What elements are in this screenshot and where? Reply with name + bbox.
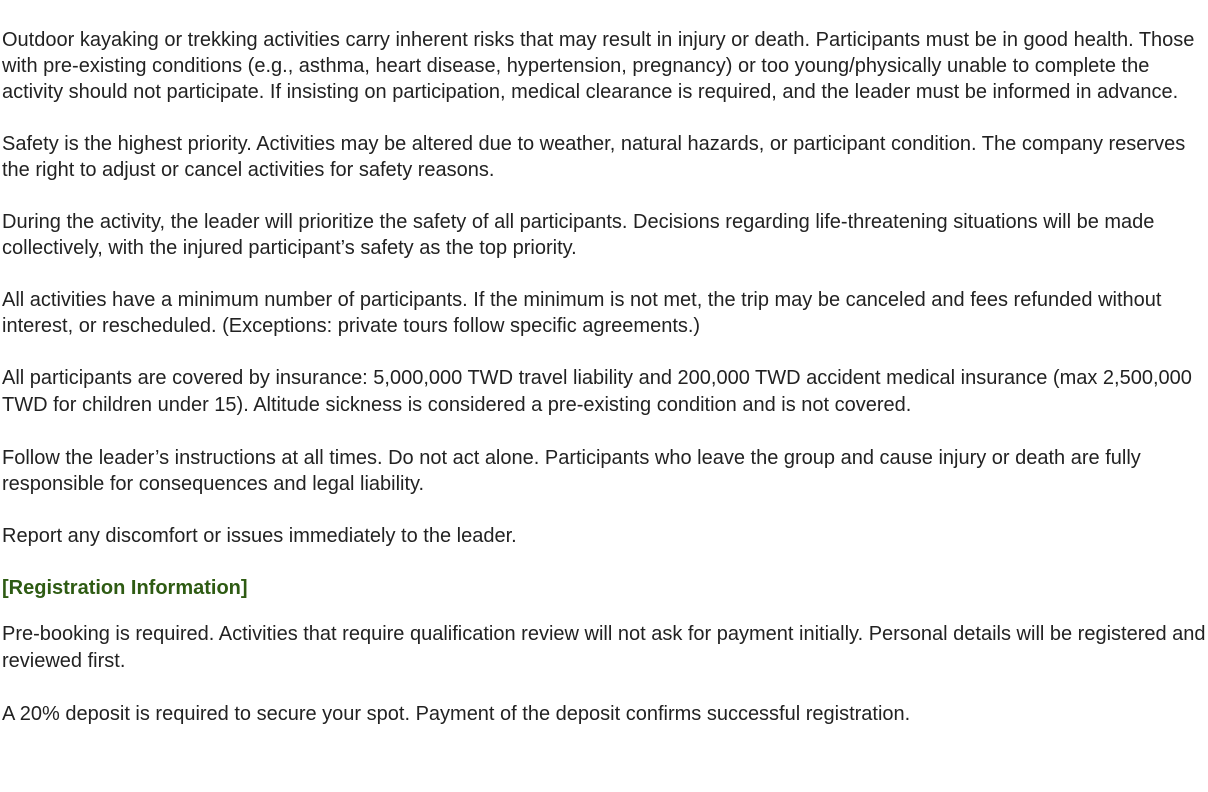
paragraph-leader-decisions: During the activity, the leader will prioritize the safety of all participants. Decisions regarding life-threatening situations will be made collectively, with the injured participant’s safety as the top priority.: [2, 211, 1155, 259]
paragraph-deposit: A 20% deposit is required to secure your spot. Payment of the deposit confirms successful registration.: [2, 703, 911, 725]
paragraph-health-risks: Outdoor kayaking or trekking activities carry inherent risks that may result in injury or death. Participants must be in good health. Those with pre-existing conditions (e.g., asthma, heart disease, hypertension, pregnancy) or too young/physically unable to complete the activity should not participate. If insisting on participation, medical clearance is required, and the leader must be informed in advance.: [2, 29, 1195, 103]
paragraph-follow-leader: Follow the leader’s instructions at all times. Do not act alone. Participants who leave the group and cause injury or death are fully responsible for consequences and legal liability.: [2, 447, 1141, 495]
section-heading-registration: [Registration Information]: [2, 577, 248, 599]
paragraph-minimum-participants: All activities have a minimum number of participants. If the minimum is not met, the trip may be canceled and fees refunded without interest, or rescheduled. (Exceptions: private tours follow specific agreements.): [2, 289, 1162, 337]
document-body: [2, 27, 1206, 753]
paragraph-insurance: All participants are covered by insurance: 5,000,000 TWD travel liability and 200,000 TWD accident medical insurance (max 2,500,000 TWD for children under 15). Altitude sickness is considered a pre-existing condition and is not covered.: [2, 367, 1192, 416]
paragraph-safety-priority: Safety is the highest priority. Activities may be altered due to weather, natural hazards, or participant condition. The company reserves the right to adjust or cancel activities for safety reasons.: [2, 133, 1186, 181]
paragraph-report-issues: Report any discomfort or issues immediately to the leader.: [2, 525, 517, 547]
paragraph-pre-booking: Pre-booking is required. Activities that require qualification review will not ask for payment initially. Personal details will be registered and reviewed first.: [2, 623, 1206, 672]
